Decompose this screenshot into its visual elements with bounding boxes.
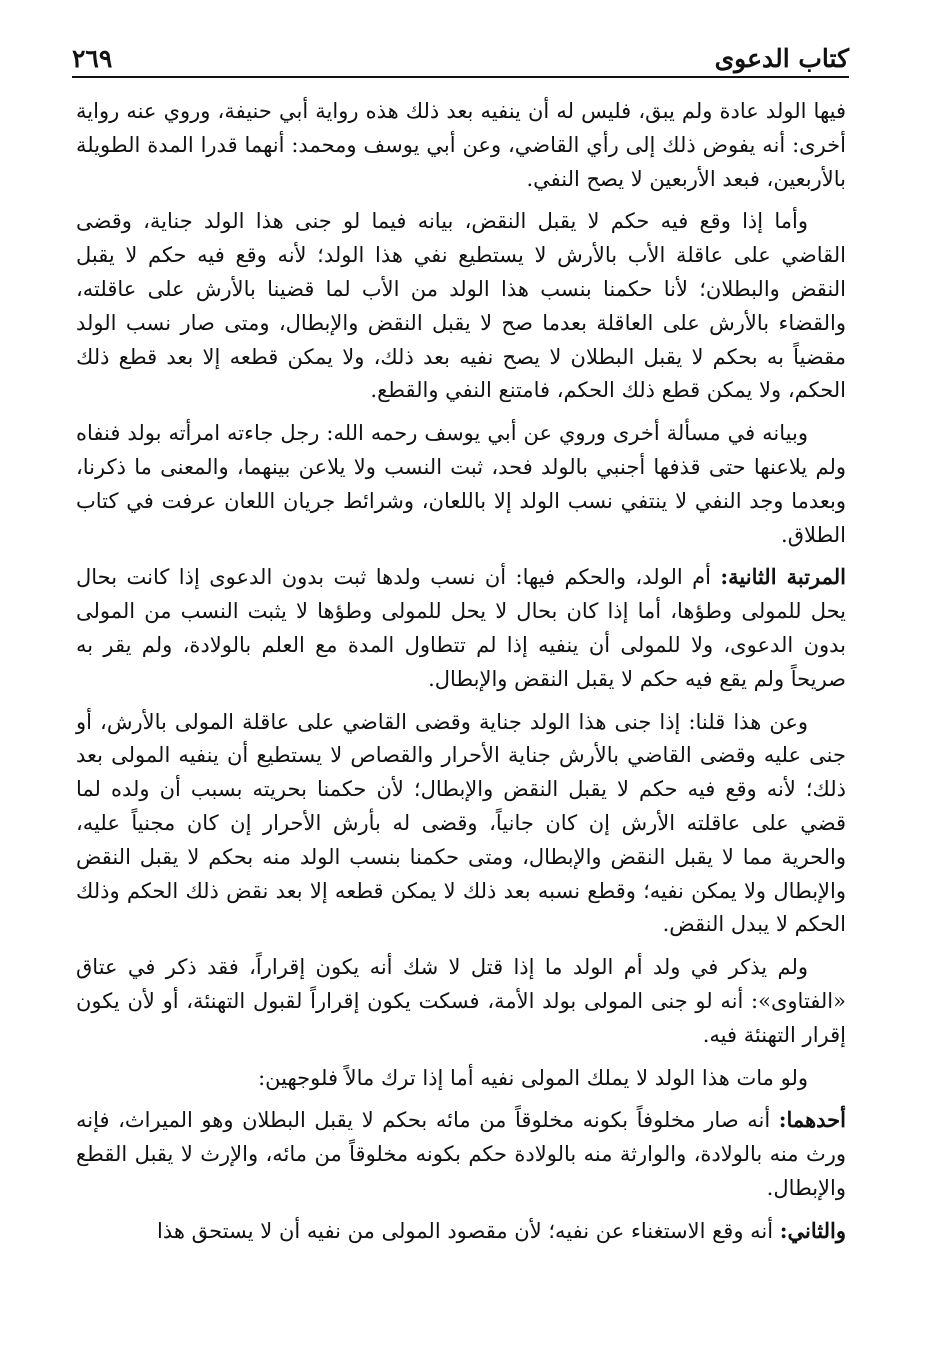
- paragraph-text: ولو مات هذا الولد لا يملك المولى نفيه أما إذا ترك مالاً فلوجهين:: [258, 1065, 808, 1090]
- paragraph-text: وأما إذا وقع فيه حكم لا يقبل النقض، بيانه فيما لو جنى هذا الولد جناية، وقضى القاضي على عاقلة الأب بالأرش لا يستطيع نفي هذا الولد؛ لأنه وقع فيه حكم لا يقبل النقض والبطلان؛ لأنا حكمنا بنسب هذا الولد من الأب لما قضينا بالأرش على عاقلته، والقضاء بالأرش على العاقلة بعدما صح لا يقبل النقض والإبطال، ومتى صار نسب الولد مقضياً به بحكم لا يقبل البطلان لا يصح نفيه بعد ذلك، ولا يمكن قطعه إلا بعد قطع ذلك الحكم، ولا يمكن قطع ذلك الحكم، فامتنع النفي والقطع.: [76, 209, 846, 403]
- paragraph-lead: والثاني:: [779, 1217, 846, 1243]
- paragraph: [76, 94, 846, 196]
- page-header: [72, 36, 849, 78]
- paragraph: [76, 560, 846, 696]
- body-text: [76, 94, 846, 1257]
- paragraph-text: أنه صار مخلوفاً بكونه مخلوقاً من مائه بحكم لا يقبل البطلان وهو الميراث، فإنه ورث منه بالولادة، والوارثة منه بالولادة حكم بكونه مخلوقاً من مائه، والإرث لا يقبل القطع والإبطال.: [76, 1108, 846, 1200]
- paragraph-text: أنه وقع الاستغناء عن نفيه؛ لأن مقصود المولى من نفيه أن لا يستحق هذا: [157, 1218, 780, 1243]
- running-title: كتاب الدعوى: [714, 44, 849, 73]
- paragraph-text: فيها الولد عادة ولم يبق، فليس له أن ينفيه بعد ذلك هذه رواية أبي حنيفة، وروي عنه رواية أخرى: أنه يفوض ذلك إلى رأي القاضي، وعن أبي يوسف ومحمد: أنهما قدرا المدة الطويلة بالأربعين، فبعد الأربعين لا يصح النفي.: [76, 99, 846, 191]
- paragraph: [76, 1214, 846, 1249]
- paragraph-lead: أحدهما:: [778, 1107, 846, 1133]
- paragraph: [76, 705, 846, 943]
- paragraph-text: وبيانه في مسألة أخرى وروي عن أبي يوسف رحمه الله: رجل جاءته امرأته بولد فنفاه ولم يلاعنها حتى قذفها أجنبي بالولد فحد، ثبت النسب ولا يلاعن بينهما، والمعنى ما ذكرنا، وبعدما وجد النفي لا ينتفي نسب الولد إلا باللعان، وشرائط جريان اللعان عرفت في كتاب الطلاق.: [76, 421, 846, 547]
- paragraph: [76, 1061, 846, 1096]
- paragraph-lead: المرتبة الثانية:: [720, 564, 846, 590]
- paragraph: [76, 950, 846, 1052]
- paragraph-text: ولم يذكر في ولد أم الولد ما إذا قتل لا شك أنه يكون إقراراً، فقد ذكر في عتاق «الفتاوى»: أنه لو جنى المولى بولد الأمة، فسكت يكون إقراراً لقبول التهنئة، أو لأن يكون إقرار التهنئة فيه.: [76, 955, 846, 1047]
- paragraph-text: أم الولد، والحكم فيها: أن نسب ولدها ثبت بدون الدعوى إذا كانت بحال يحل للمولى وطؤها، أما إذا كان بحال لا يحل للمولى وطؤها لا يثبت النسب من المولى بدون الدعوى، ولا للمولى أن ينفيه إذا لم تتطاول المدة مع العلم بالولادة، ولم يقر به صريحاً ولم يقع فيه حكم لا يقبل النقض والإبطال.: [76, 565, 846, 691]
- paragraph: [76, 204, 846, 408]
- page-number: ٢٦٩: [72, 44, 113, 73]
- paragraph: [76, 1103, 846, 1205]
- paragraph: [76, 416, 846, 552]
- paragraph-text: وعن هذا قلنا: إذا جنى هذا الولد جناية وقضى القاضي على عاقلة المولى بالأرش، أو جنى عليه وقضى القاضي بالأرش جناية الأحرار والقصاص لا يستطيع أن ينفيه المولى بعد ذلك؛ لأنه وقع فيه حكم لا يقبل النقض والإبطال؛ لأن حكمنا بحريته بسبب أن ولده لما قضي على عاقلته الأرش إن كان جانياً، وقضى له بأرش الأحرار إن كان مجنياً عليه، والحرية مما لا يقبل النقض والإبطال، ومتى حكمنا بنسب الولد منه بحكم لا يقبل النقض والإبطال ولا يمكن نفيه؛ وقطع نسبه بعد ذلك لا يمكن قطعه إلا بعد نقض ذلك الحكم وذلك الحكم لا يبدل النقض.: [76, 709, 846, 937]
